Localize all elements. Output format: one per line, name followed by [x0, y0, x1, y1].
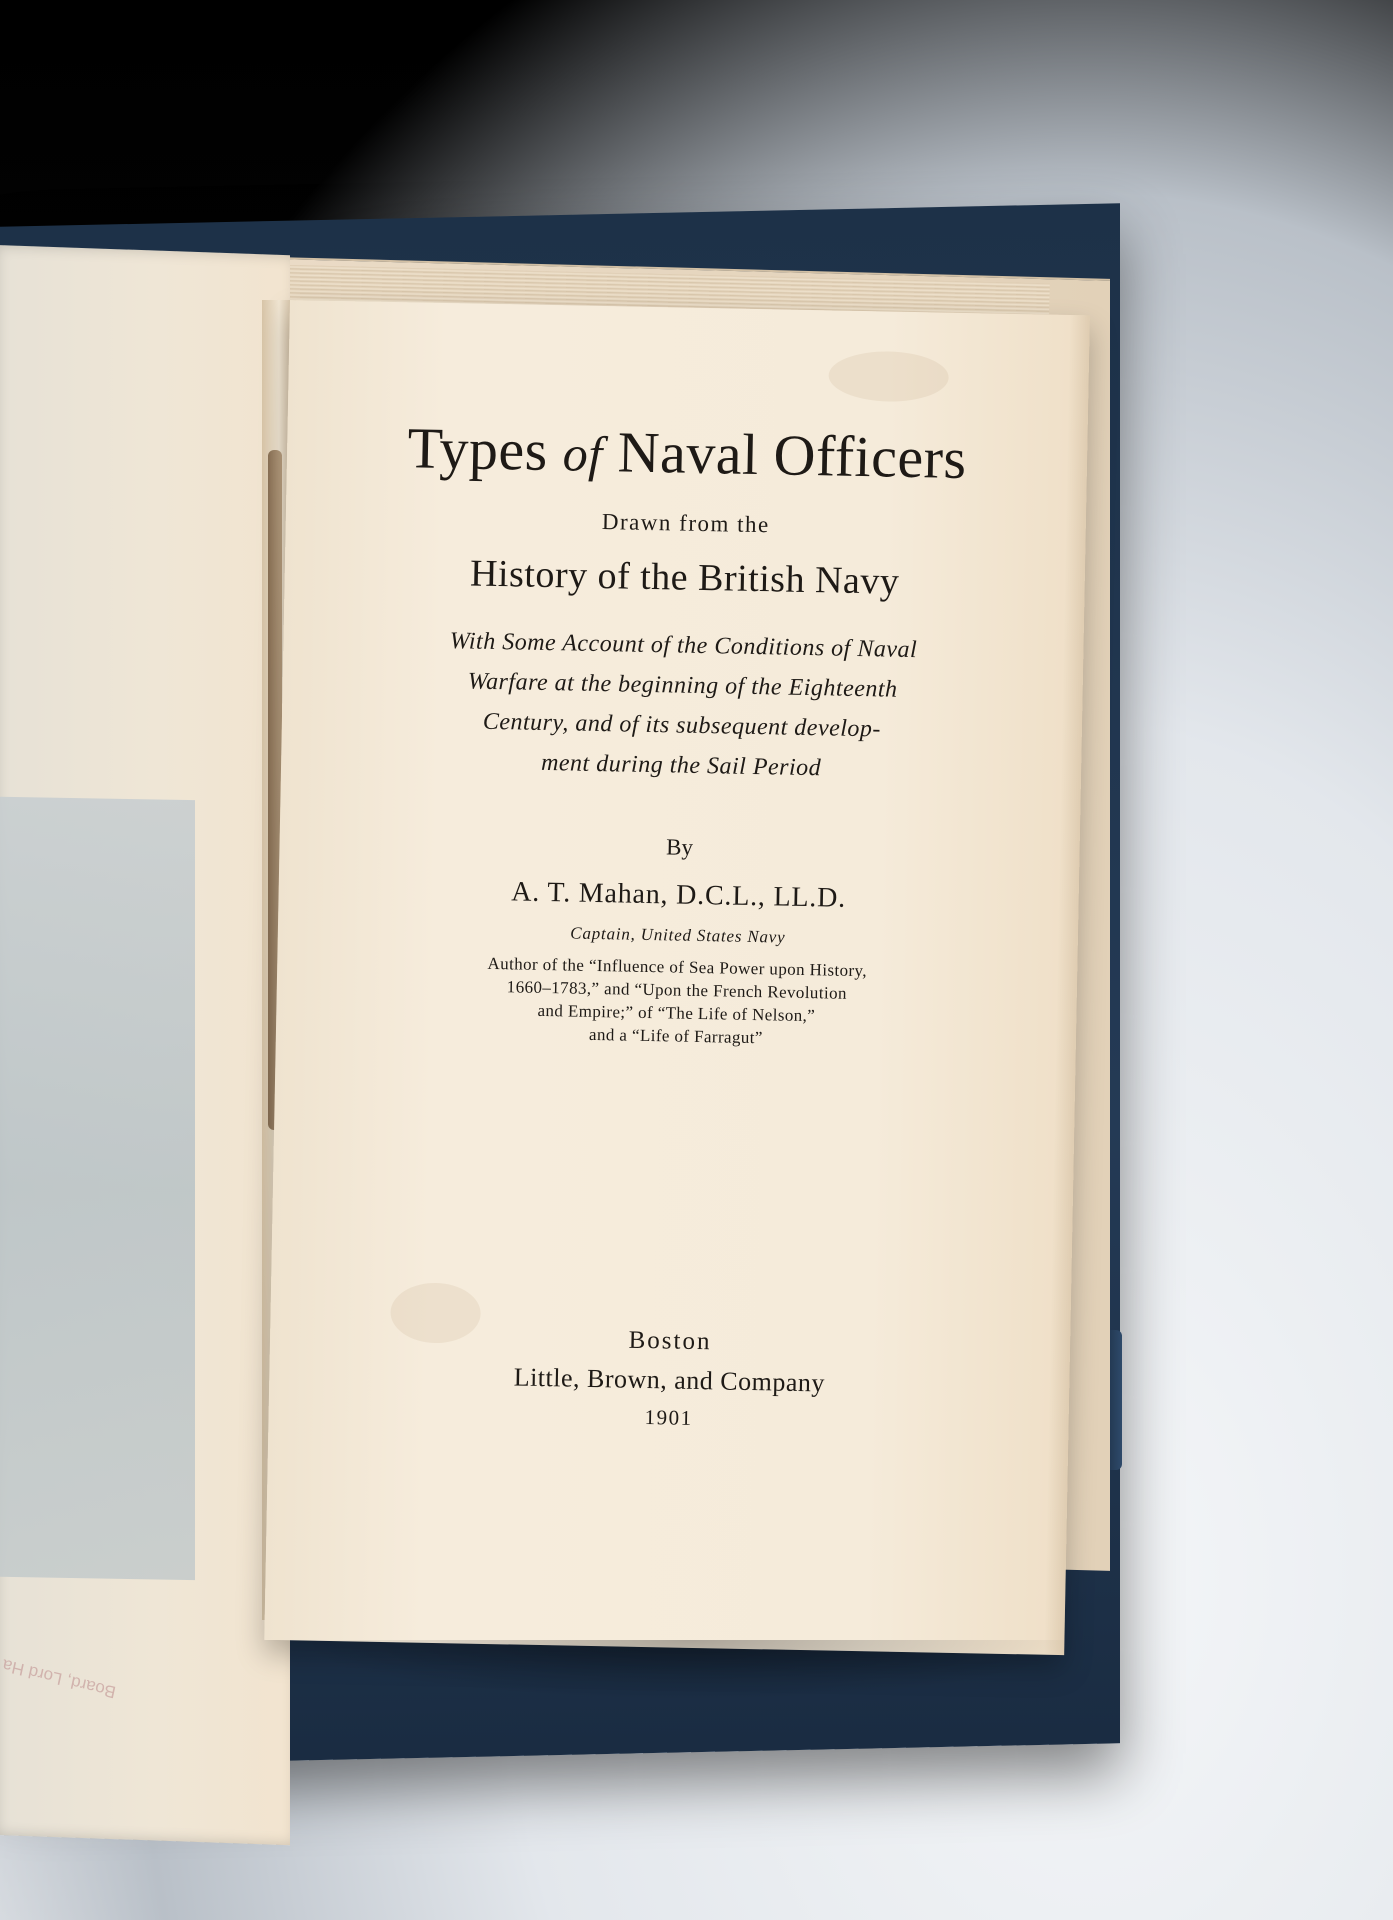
author-works	[356, 949, 998, 1053]
account-line: ment during the Sail Period	[540, 749, 822, 782]
account-line: Warfare at the beginning of the Eighteenth	[467, 668, 898, 703]
imprint-place: Boston	[628, 1326, 712, 1356]
mirrored-caption-text: Board, Lord Ha	[0, 1655, 118, 1702]
works-line: 1660–1783,” and “Upon the French Revolution	[506, 977, 848, 1003]
title-page-text	[264, 300, 1090, 1655]
book-title	[287, 412, 1088, 494]
title-word-of: of	[562, 425, 604, 483]
left-facing-page	[0, 245, 290, 1845]
by-label: By	[665, 834, 694, 860]
works-line: and a “Life of Farragut”	[588, 1024, 764, 1048]
works-line: Author of the “Influence of Sea Power upon History,	[487, 953, 868, 981]
subtitle-account	[341, 619, 1024, 792]
frontispiece-plate	[0, 797, 195, 1581]
title-words-naval-officers: Naval Officers	[617, 419, 968, 492]
subtitle-history: History of the British Navy	[469, 552, 900, 603]
subtitle-drawn-from: Drawn from the	[601, 509, 770, 538]
author-rank: Captain, United States Navy	[570, 923, 786, 947]
title-word-types: Types	[407, 415, 549, 483]
imprint-publisher: Little, Brown, and Company	[513, 1362, 826, 1398]
title-page	[264, 300, 1090, 1655]
imprint-year: 1901	[644, 1405, 693, 1430]
account-line: Century, and of its subsequent develop-	[482, 708, 882, 743]
author-name: A. T. Mahan, D.C.L., LL.D.	[511, 876, 847, 914]
works-line: and Empire;” of “The Life of Nelson,”	[537, 1000, 816, 1026]
book-shadow	[290, 1640, 1090, 1700]
account-line: With Some Account of the Conditions of Naval	[449, 628, 918, 664]
